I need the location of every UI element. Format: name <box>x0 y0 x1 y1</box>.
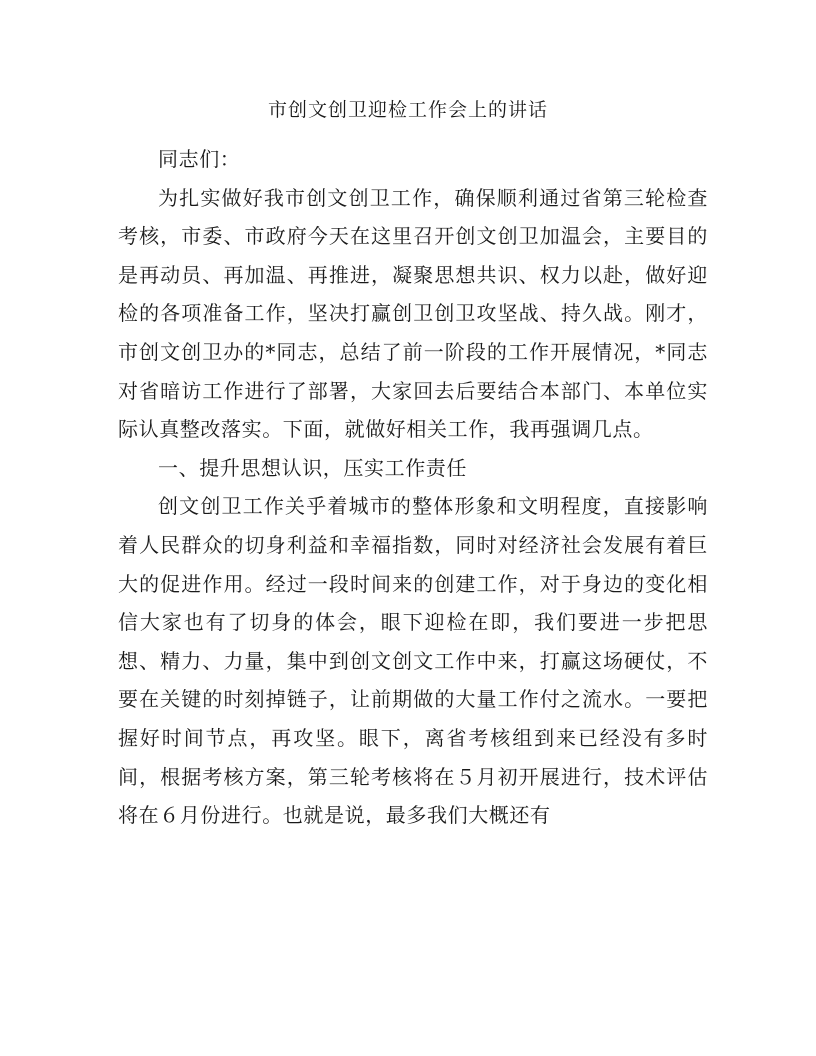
document-body <box>118 140 708 835</box>
section-heading-1: 一、提升思想认识，压实工作责任 <box>158 455 467 480</box>
paragraph-intro: 为扎实做好我市创文创卫工作，确保顺利通过省第三轮检查考核，市委、市政府今天在这里召开创文创卫加温会，主要目的是再动员、再加温、再推进，凝聚思想共识、权力以赴，做好迎检的各项准备工作，坚决打赢创卫创卫攻坚战、持久战。刚才，市创文创卫办的*同志，总结了前一阶段的工作开展情况，*同志对省暗访工作进行了部署，大家回去后要结合本部门、本单位实际认真整改落实。下面，就做好相关工作，我再强调几点。 <box>118 185 708 442</box>
document-title: 市创文创卫迎检工作会上的讲话 <box>267 99 548 121</box>
salutation: 同志们： <box>158 147 241 171</box>
paragraph-section-1: 创文创卫工作关乎着城市的整体形象和文明程度，直接影响着人民群众的切身利益和幸福指数，同时对经济社会发展有着巨大的促进作用。经过一段时间来的创建工作，对于身边的变化相信大家也有了切身的体会，眼下迎检在即，我们要进一步把思想、精力、力量，集中到创文创文工作中来，打赢这场硬仗，不要在关键的时刻掉链子，让前期做的大量工作付之流水。一要把握好时间节点，再攻坚。眼下，离省考核组到来已经没有多时间，根据考核方案，第三轮考核将在５月初开展进行，技术评估将在６月份进行。也就是说，最多我们大概还有 <box>118 494 708 828</box>
